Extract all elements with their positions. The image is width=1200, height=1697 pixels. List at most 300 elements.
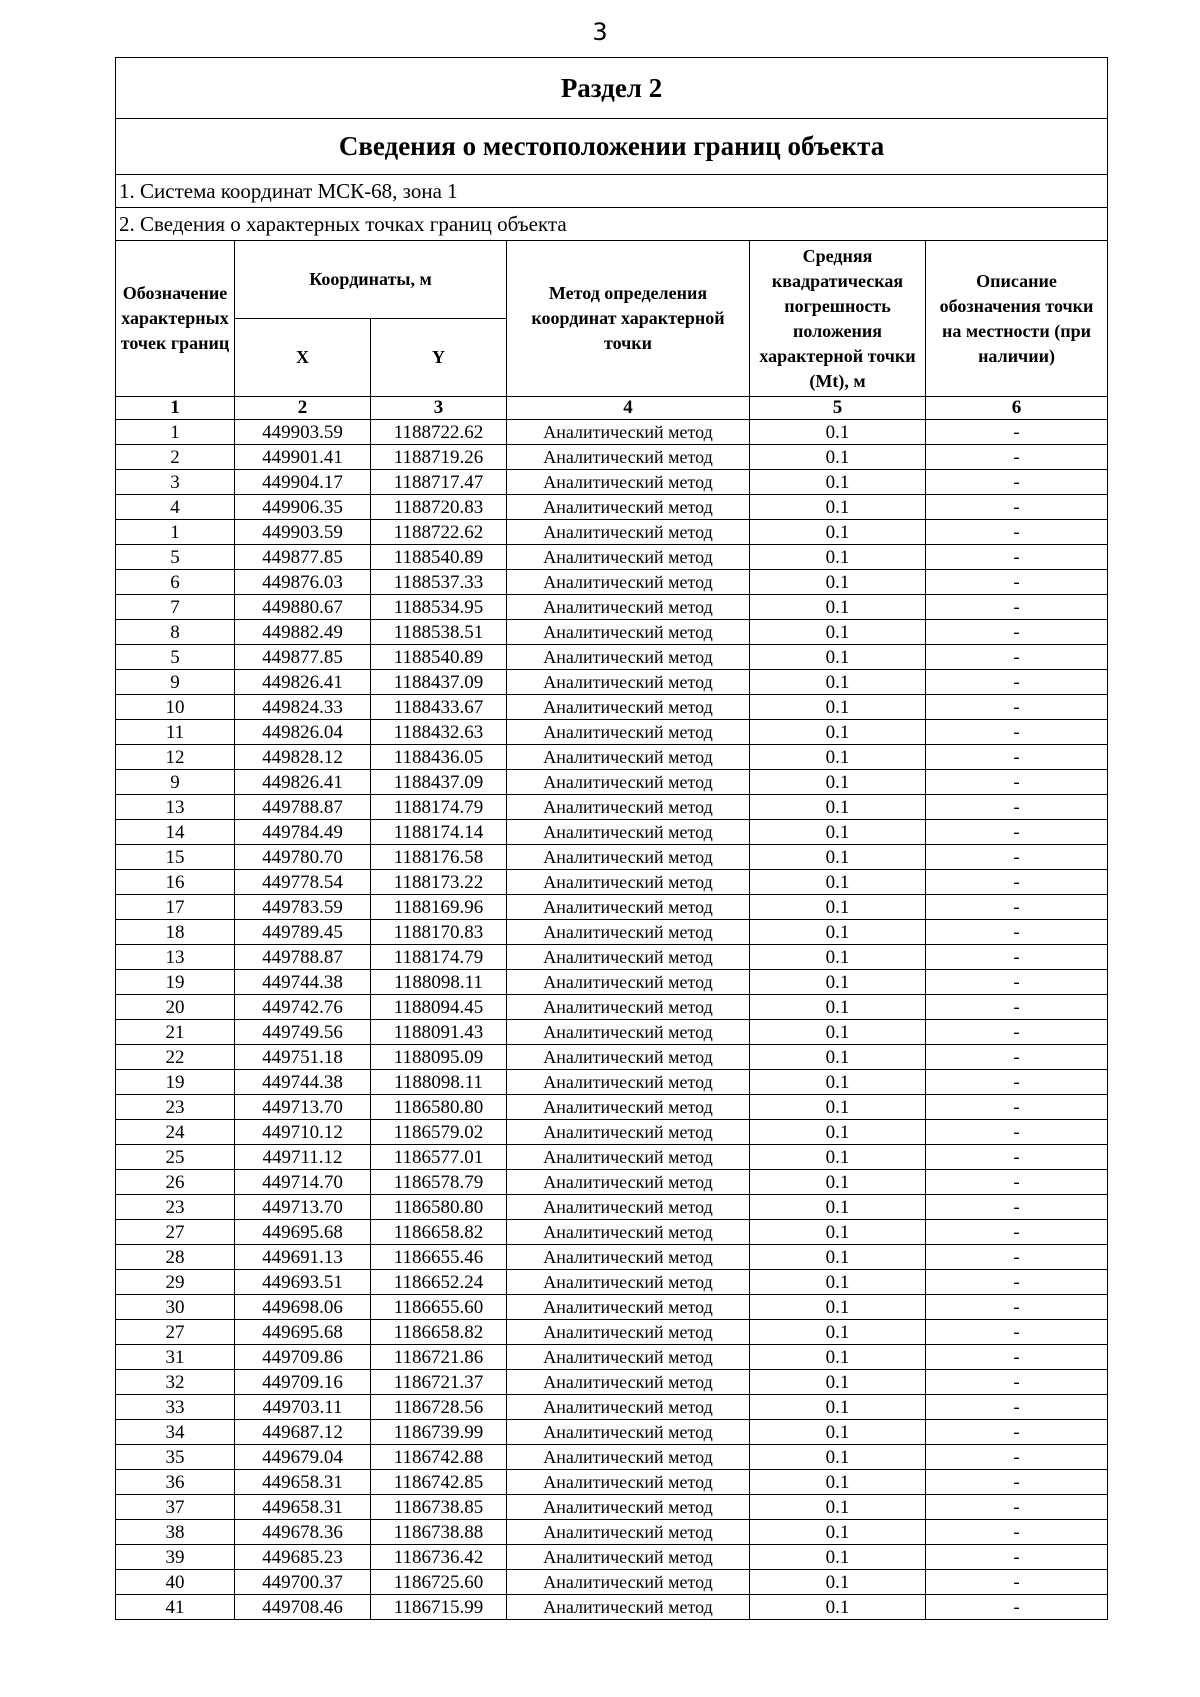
point-number-cell: 34	[116, 1420, 235, 1445]
table-row	[116, 1295, 1108, 1320]
method-cell: Аналитический метод	[507, 445, 750, 470]
header-y: Y	[371, 319, 507, 397]
error-cell: 0.1	[750, 420, 926, 445]
table-row	[116, 595, 1108, 620]
point-number-cell: 3	[116, 470, 235, 495]
table-row	[116, 670, 1108, 695]
y-coordinate-cell: 1188437.09	[371, 670, 507, 695]
points-heading-line: 2. Сведения о характерных точках границ объекта	[116, 208, 1108, 241]
y-coordinate-cell: 1186742.85	[371, 1470, 507, 1495]
method-cell: Аналитический метод	[507, 1020, 750, 1045]
method-cell: Аналитический метод	[507, 1520, 750, 1545]
table-row	[116, 1320, 1108, 1345]
x-coordinate-cell: 449713.70	[235, 1195, 371, 1220]
error-cell: 0.1	[750, 1070, 926, 1095]
description-cell: -	[926, 1345, 1108, 1370]
x-coordinate-cell: 449824.33	[235, 695, 371, 720]
error-cell: 0.1	[750, 1095, 926, 1120]
y-coordinate-cell: 1188176.58	[371, 845, 507, 870]
point-number-cell: 37	[116, 1495, 235, 1520]
method-cell: Аналитический метод	[507, 1420, 750, 1445]
table-row	[116, 1545, 1108, 1570]
x-coordinate-cell: 449780.70	[235, 845, 371, 870]
table-row	[116, 870, 1108, 895]
y-coordinate-cell: 1186655.46	[371, 1245, 507, 1270]
method-cell: Аналитический метод	[507, 570, 750, 595]
x-coordinate-cell: 449903.59	[235, 520, 371, 545]
description-cell: -	[926, 1420, 1108, 1445]
method-cell: Аналитический метод	[507, 1270, 750, 1295]
method-cell: Аналитический метод	[507, 1445, 750, 1470]
method-cell: Аналитический метод	[507, 845, 750, 870]
y-coordinate-cell: 1186652.24	[371, 1270, 507, 1295]
table-row	[116, 1120, 1108, 1145]
method-cell: Аналитический метод	[507, 1570, 750, 1595]
x-coordinate-cell: 449783.59	[235, 895, 371, 920]
table-row	[116, 1520, 1108, 1545]
method-cell: Аналитический метод	[507, 1345, 750, 1370]
description-cell: -	[926, 420, 1108, 445]
error-cell: 0.1	[750, 845, 926, 870]
method-cell: Аналитический метод	[507, 1070, 750, 1095]
table-row	[116, 1445, 1108, 1470]
error-cell: 0.1	[750, 970, 926, 995]
x-coordinate-cell: 449679.04	[235, 1445, 371, 1470]
y-coordinate-cell: 1188717.47	[371, 470, 507, 495]
column-number: 6	[926, 397, 1108, 420]
error-cell: 0.1	[750, 445, 926, 470]
method-cell: Аналитический метод	[507, 1120, 750, 1145]
method-cell: Аналитический метод	[507, 1220, 750, 1245]
point-number-cell: 36	[116, 1470, 235, 1495]
header-designation: Обозначение характерных точек границ	[116, 241, 235, 397]
description-cell: -	[926, 495, 1108, 520]
error-cell: 0.1	[750, 595, 926, 620]
y-coordinate-cell: 1186736.42	[371, 1545, 507, 1570]
table-row	[116, 1570, 1108, 1595]
method-cell: Аналитический метод	[507, 1545, 750, 1570]
description-cell: -	[926, 1145, 1108, 1170]
point-number-cell: 8	[116, 620, 235, 645]
error-cell: 0.1	[750, 995, 926, 1020]
table-row	[116, 520, 1108, 545]
description-cell: -	[926, 1445, 1108, 1470]
point-number-cell: 10	[116, 695, 235, 720]
x-coordinate-cell: 449906.35	[235, 495, 371, 520]
method-cell: Аналитический метод	[507, 895, 750, 920]
error-cell: 0.1	[750, 870, 926, 895]
error-cell: 0.1	[750, 1220, 926, 1245]
y-coordinate-cell: 1188098.11	[371, 1070, 507, 1095]
description-cell: -	[926, 445, 1108, 470]
x-coordinate-cell: 449709.86	[235, 1345, 371, 1370]
description-cell: -	[926, 1045, 1108, 1070]
x-coordinate-cell: 449698.06	[235, 1295, 371, 1320]
y-coordinate-cell: 1188433.67	[371, 695, 507, 720]
boundary-points-table	[115, 57, 1108, 1620]
y-coordinate-cell: 1188537.33	[371, 570, 507, 595]
y-coordinate-cell: 1186580.80	[371, 1095, 507, 1120]
y-coordinate-cell: 1186577.01	[371, 1145, 507, 1170]
x-coordinate-cell: 449749.56	[235, 1020, 371, 1045]
table-row	[116, 1070, 1108, 1095]
method-cell: Аналитический метод	[507, 545, 750, 570]
x-coordinate-cell: 449826.41	[235, 670, 371, 695]
x-coordinate-cell: 449710.12	[235, 1120, 371, 1145]
description-cell: -	[926, 645, 1108, 670]
error-cell: 0.1	[750, 695, 926, 720]
point-number-cell: 13	[116, 945, 235, 970]
y-coordinate-cell: 1186580.80	[371, 1195, 507, 1220]
error-cell: 0.1	[750, 820, 926, 845]
y-coordinate-cell: 1188436.05	[371, 745, 507, 770]
table-row	[116, 1220, 1108, 1245]
description-cell: -	[926, 1270, 1108, 1295]
x-coordinate-cell: 449709.16	[235, 1370, 371, 1395]
description-cell: -	[926, 895, 1108, 920]
method-cell: Аналитический метод	[507, 670, 750, 695]
point-number-cell: 11	[116, 720, 235, 745]
x-coordinate-cell: 449789.45	[235, 920, 371, 945]
method-cell: Аналитический метод	[507, 620, 750, 645]
description-cell: -	[926, 695, 1108, 720]
description-cell: -	[926, 845, 1108, 870]
method-cell: Аналитический метод	[507, 970, 750, 995]
x-coordinate-cell: 449784.49	[235, 820, 371, 845]
point-number-cell: 19	[116, 1070, 235, 1095]
table-row	[116, 745, 1108, 770]
error-cell: 0.1	[750, 1145, 926, 1170]
error-cell: 0.1	[750, 470, 926, 495]
x-coordinate-cell: 449695.68	[235, 1320, 371, 1345]
description-cell: -	[926, 545, 1108, 570]
x-coordinate-cell: 449713.70	[235, 1095, 371, 1120]
method-cell: Аналитический метод	[507, 770, 750, 795]
point-number-cell: 5	[116, 545, 235, 570]
point-number-cell: 40	[116, 1570, 235, 1595]
x-coordinate-cell: 449687.12	[235, 1420, 371, 1445]
description-cell: -	[926, 995, 1108, 1020]
table-row	[116, 1020, 1108, 1045]
y-coordinate-cell: 1188432.63	[371, 720, 507, 745]
y-coordinate-cell: 1188174.14	[371, 820, 507, 845]
point-number-cell: 41	[116, 1595, 235, 1620]
table-row	[116, 720, 1108, 745]
table-row	[116, 445, 1108, 470]
point-number-cell: 26	[116, 1170, 235, 1195]
y-coordinate-cell: 1186728.56	[371, 1395, 507, 1420]
header-x: X	[235, 319, 371, 397]
method-cell: Аналитический метод	[507, 795, 750, 820]
x-coordinate-cell: 449877.85	[235, 645, 371, 670]
y-coordinate-cell: 1186715.99	[371, 1595, 507, 1620]
error-cell: 0.1	[750, 1370, 926, 1395]
table-row	[116, 1395, 1108, 1420]
point-number-cell: 27	[116, 1320, 235, 1345]
y-coordinate-cell: 1186742.88	[371, 1445, 507, 1470]
error-cell: 0.1	[750, 1345, 926, 1370]
y-coordinate-cell: 1188437.09	[371, 770, 507, 795]
y-coordinate-cell: 1186725.60	[371, 1570, 507, 1595]
point-number-cell: 18	[116, 920, 235, 945]
description-cell: -	[926, 1170, 1108, 1195]
description-cell: -	[926, 570, 1108, 595]
method-cell: Аналитический метод	[507, 1145, 750, 1170]
x-coordinate-cell: 449703.11	[235, 1395, 371, 1420]
error-cell: 0.1	[750, 720, 926, 745]
table-row	[116, 545, 1108, 570]
description-cell: -	[926, 1220, 1108, 1245]
description-cell: -	[926, 595, 1108, 620]
error-cell: 0.1	[750, 1420, 926, 1445]
point-number-cell: 35	[116, 1445, 235, 1470]
point-number-cell: 14	[116, 820, 235, 845]
method-cell: Аналитический метод	[507, 1320, 750, 1345]
error-cell: 0.1	[750, 1045, 926, 1070]
section-subtitle: Сведения о местоположении границ объекта	[116, 119, 1108, 175]
point-number-cell: 19	[116, 970, 235, 995]
description-cell: -	[926, 770, 1108, 795]
table-row	[116, 645, 1108, 670]
y-coordinate-cell: 1188534.95	[371, 595, 507, 620]
y-coordinate-cell: 1188173.22	[371, 870, 507, 895]
point-number-cell: 5	[116, 645, 235, 670]
y-coordinate-cell: 1186738.88	[371, 1520, 507, 1545]
error-cell: 0.1	[750, 1545, 926, 1570]
description-cell: -	[926, 1470, 1108, 1495]
x-coordinate-cell: 449788.87	[235, 945, 371, 970]
x-coordinate-cell: 449693.51	[235, 1270, 371, 1295]
x-coordinate-cell: 449744.38	[235, 970, 371, 995]
description-cell: -	[926, 1120, 1108, 1145]
y-coordinate-cell: 1188169.96	[371, 895, 507, 920]
description-cell: -	[926, 920, 1108, 945]
header-coordinates: Координаты, м	[235, 241, 507, 319]
x-coordinate-cell: 449658.31	[235, 1495, 371, 1520]
x-coordinate-cell: 449901.41	[235, 445, 371, 470]
point-number-cell: 32	[116, 1370, 235, 1395]
table-row	[116, 1420, 1108, 1445]
x-coordinate-cell: 449788.87	[235, 795, 371, 820]
description-cell: -	[926, 470, 1108, 495]
method-cell: Аналитический метод	[507, 470, 750, 495]
table-row	[116, 995, 1108, 1020]
point-number-cell: 29	[116, 1270, 235, 1295]
error-cell: 0.1	[750, 620, 926, 645]
point-number-cell: 23	[116, 1195, 235, 1220]
description-cell: -	[926, 945, 1108, 970]
table-row	[116, 1045, 1108, 1070]
point-number-cell: 23	[116, 1095, 235, 1120]
point-number-cell: 1	[116, 420, 235, 445]
table-row	[116, 945, 1108, 970]
method-cell: Аналитический метод	[507, 495, 750, 520]
x-coordinate-cell: 449880.67	[235, 595, 371, 620]
x-coordinate-cell: 449826.41	[235, 770, 371, 795]
table-row	[116, 895, 1108, 920]
description-cell: -	[926, 820, 1108, 845]
point-number-cell: 38	[116, 1520, 235, 1545]
x-coordinate-cell: 449778.54	[235, 870, 371, 895]
description-cell: -	[926, 670, 1108, 695]
y-coordinate-cell: 1188174.79	[371, 945, 507, 970]
error-cell: 0.1	[750, 1520, 926, 1545]
point-number-cell: 24	[116, 1120, 235, 1145]
description-cell: -	[926, 795, 1108, 820]
description-cell: -	[926, 1320, 1108, 1345]
description-cell: -	[926, 1195, 1108, 1220]
table-row	[116, 1595, 1108, 1620]
point-number-cell: 25	[116, 1145, 235, 1170]
table-row	[116, 1095, 1108, 1120]
description-cell: -	[926, 1520, 1108, 1545]
y-coordinate-cell: 1186739.99	[371, 1420, 507, 1445]
method-cell: Аналитический метод	[507, 1495, 750, 1520]
point-number-cell: 12	[116, 745, 235, 770]
column-number: 1	[116, 397, 235, 420]
header-method: Метод определения координат характерной точки	[507, 241, 750, 397]
point-number-cell: 6	[116, 570, 235, 595]
method-cell: Аналитический метод	[507, 1095, 750, 1120]
method-cell: Аналитический метод	[507, 645, 750, 670]
table-row	[116, 570, 1108, 595]
point-number-cell: 15	[116, 845, 235, 870]
coordinate-system-line: 1. Система координат МСК-68, зона 1	[116, 175, 1108, 208]
header-error: Средняя квадратическая погрешность положения характерной точки (Mt), м	[750, 241, 926, 397]
error-cell: 0.1	[750, 1020, 926, 1045]
error-cell: 0.1	[750, 1595, 926, 1620]
description-cell: -	[926, 620, 1108, 645]
section-title: Раздел 2	[116, 58, 1108, 119]
y-coordinate-cell: 1186579.02	[371, 1120, 507, 1145]
point-number-cell: 31	[116, 1345, 235, 1370]
method-cell: Аналитический метод	[507, 945, 750, 970]
column-number: 5	[750, 397, 926, 420]
point-number-cell: 16	[116, 870, 235, 895]
column-number: 2	[235, 397, 371, 420]
error-cell: 0.1	[750, 795, 926, 820]
x-coordinate-cell: 449711.12	[235, 1145, 371, 1170]
point-number-cell: 28	[116, 1245, 235, 1270]
description-cell: -	[926, 970, 1108, 995]
y-coordinate-cell: 1188174.79	[371, 795, 507, 820]
method-cell: Аналитический метод	[507, 1395, 750, 1420]
point-number-cell: 9	[116, 670, 235, 695]
x-coordinate-cell: 449742.76	[235, 995, 371, 1020]
description-cell: -	[926, 1595, 1108, 1620]
method-cell: Аналитический метод	[507, 745, 750, 770]
description-cell: -	[926, 1070, 1108, 1095]
description-cell: -	[926, 520, 1108, 545]
x-coordinate-cell: 449678.36	[235, 1520, 371, 1545]
method-cell: Аналитический метод	[507, 1195, 750, 1220]
table-row	[116, 920, 1108, 945]
method-cell: Аналитический метод	[507, 520, 750, 545]
y-coordinate-cell: 1188540.89	[371, 545, 507, 570]
error-cell: 0.1	[750, 1495, 926, 1520]
table-row	[116, 1345, 1108, 1370]
point-number-cell: 39	[116, 1545, 235, 1570]
table-row	[116, 795, 1108, 820]
table-row	[116, 845, 1108, 870]
table-row	[116, 770, 1108, 795]
y-coordinate-cell: 1188719.26	[371, 445, 507, 470]
x-coordinate-cell: 449751.18	[235, 1045, 371, 1070]
x-coordinate-cell: 449700.37	[235, 1570, 371, 1595]
error-cell: 0.1	[750, 895, 926, 920]
y-coordinate-cell: 1186738.85	[371, 1495, 507, 1520]
error-cell: 0.1	[750, 1470, 926, 1495]
y-coordinate-cell: 1186721.86	[371, 1345, 507, 1370]
point-number-cell: 2	[116, 445, 235, 470]
table-row	[116, 970, 1108, 995]
method-cell: Аналитический метод	[507, 595, 750, 620]
error-cell: 0.1	[750, 1120, 926, 1145]
point-number-cell: 33	[116, 1395, 235, 1420]
y-coordinate-cell: 1188720.83	[371, 495, 507, 520]
description-cell: -	[926, 1370, 1108, 1395]
table-row	[116, 1370, 1108, 1395]
error-cell: 0.1	[750, 1195, 926, 1220]
error-cell: 0.1	[750, 745, 926, 770]
error-cell: 0.1	[750, 645, 926, 670]
x-coordinate-cell: 449877.85	[235, 545, 371, 570]
description-cell: -	[926, 745, 1108, 770]
method-cell: Аналитический метод	[507, 820, 750, 845]
method-cell: Аналитический метод	[507, 420, 750, 445]
y-coordinate-cell: 1188091.43	[371, 1020, 507, 1045]
column-number: 4	[507, 397, 750, 420]
y-coordinate-cell: 1186655.60	[371, 1295, 507, 1320]
method-cell: Аналитический метод	[507, 995, 750, 1020]
error-cell: 0.1	[750, 495, 926, 520]
error-cell: 0.1	[750, 1170, 926, 1195]
header-description: Описание обозначения точки на местности (при наличии)	[926, 241, 1108, 397]
table-row	[116, 1170, 1108, 1195]
x-coordinate-cell: 449658.31	[235, 1470, 371, 1495]
point-number-cell: 1	[116, 520, 235, 545]
error-cell: 0.1	[750, 770, 926, 795]
description-cell: -	[926, 1545, 1108, 1570]
point-number-cell: 27	[116, 1220, 235, 1245]
point-number-cell: 21	[116, 1020, 235, 1045]
method-cell: Аналитический метод	[507, 1370, 750, 1395]
method-cell: Аналитический метод	[507, 1045, 750, 1070]
x-coordinate-cell: 449826.04	[235, 720, 371, 745]
y-coordinate-cell: 1188170.83	[371, 920, 507, 945]
error-cell: 0.1	[750, 570, 926, 595]
x-coordinate-cell: 449903.59	[235, 420, 371, 445]
table-row	[116, 1245, 1108, 1270]
y-coordinate-cell: 1186721.37	[371, 1370, 507, 1395]
method-cell: Аналитический метод	[507, 1170, 750, 1195]
error-cell: 0.1	[750, 920, 926, 945]
table-row	[116, 1145, 1108, 1170]
y-coordinate-cell: 1186578.79	[371, 1170, 507, 1195]
description-cell: -	[926, 1245, 1108, 1270]
y-coordinate-cell: 1188538.51	[371, 620, 507, 645]
point-number-cell: 7	[116, 595, 235, 620]
y-coordinate-cell: 1186658.82	[371, 1320, 507, 1345]
table-row	[116, 1195, 1108, 1220]
error-cell: 0.1	[750, 1445, 926, 1470]
method-cell: Аналитический метод	[507, 1295, 750, 1320]
table-row	[116, 470, 1108, 495]
x-coordinate-cell: 449744.38	[235, 1070, 371, 1095]
point-number-cell: 13	[116, 795, 235, 820]
point-number-cell: 4	[116, 495, 235, 520]
error-cell: 0.1	[750, 1320, 926, 1345]
